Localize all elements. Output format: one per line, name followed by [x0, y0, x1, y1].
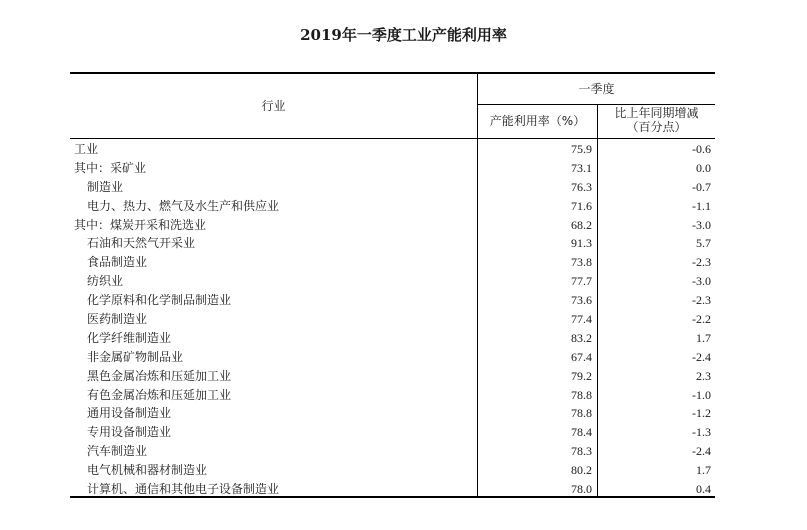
yoy-change-value: -2.4	[692, 349, 711, 364]
table-row	[70, 291, 715, 310]
table-row	[70, 253, 715, 272]
header-sub-rule	[477, 104, 715, 105]
yoy-change-value: -1.0	[692, 387, 711, 402]
yoy-change-value: -3.0	[692, 274, 711, 289]
table-title: 2019年一季度工业产能利用率	[300, 26, 507, 44]
industry-name: 计算机、通信和其他电子设备制造业	[87, 482, 280, 497]
table-row	[70, 159, 715, 178]
capacity-rate-value: 76.3	[571, 179, 592, 194]
capacity-rate-value: 79.2	[571, 368, 592, 383]
yoy-change-value: -2.2	[692, 312, 711, 327]
capacity-rate-value: 77.4	[571, 312, 592, 327]
table-row	[70, 404, 715, 423]
header-industry: 行业	[261, 99, 286, 113]
table-row	[70, 367, 715, 386]
yoy-change-value: -1.1	[692, 198, 711, 213]
table-row	[70, 272, 715, 291]
industry-name: 制造业	[87, 179, 124, 194]
industry-name: 汽车制造业	[87, 444, 148, 459]
industry-name: 纺织业	[87, 274, 124, 289]
yoy-change-value: -0.7	[692, 179, 711, 194]
capacity-rate-value: 78.3	[571, 444, 592, 459]
capacity-rate-value: 68.2	[571, 217, 592, 232]
table-row	[70, 442, 715, 461]
capacity-rate-value: 67.4	[571, 349, 592, 364]
header-period: 一季度	[578, 82, 615, 96]
capacity-rate-value: 78.8	[571, 387, 592, 402]
capacity-rate-value: 78.4	[571, 425, 592, 440]
industry-name: 化学原料和化学制品制造业	[87, 293, 232, 308]
header-bottom-rule	[70, 138, 715, 139]
industry-name: 工业	[74, 142, 99, 156]
capacity-rate-value: 73.8	[571, 255, 592, 270]
yoy-change-value: -1.2	[692, 406, 711, 421]
capacity-rate-value: 91.3	[571, 236, 592, 251]
capacity-rate-value: 78.8	[571, 406, 592, 421]
table-row	[70, 234, 715, 253]
industry-name: 黑色金属冶炼和压延加工业	[87, 368, 232, 383]
yoy-change-value: -1.3	[692, 425, 711, 440]
capacity-rate-value: 73.6	[571, 293, 592, 308]
table-row	[70, 329, 715, 348]
yoy-change-value: 0.4	[696, 482, 711, 497]
table-row	[70, 140, 715, 159]
table-row	[70, 216, 715, 235]
capacity-rate-value: 83.2	[571, 330, 592, 345]
table-row	[70, 423, 715, 442]
header-change-line1: 比上年同期增减	[614, 106, 699, 120]
yoy-change-value: -3.0	[692, 217, 711, 232]
yoy-change-value: 5.7	[696, 236, 711, 251]
table-row	[70, 310, 715, 329]
capacity-rate-value: 80.2	[571, 463, 592, 478]
table-top-rule	[70, 72, 715, 74]
table-row	[70, 480, 715, 499]
table-row	[70, 178, 715, 197]
header-change	[598, 106, 715, 134]
header-rate: 产能利用率（%）	[489, 114, 586, 128]
yoy-change-value: -2.3	[692, 255, 711, 270]
yoy-change-value: 1.7	[696, 330, 711, 345]
industry-name: 非金属矿物制品业	[87, 349, 184, 364]
capacity-rate-value: 75.9	[571, 142, 592, 156]
industry-name: 其中：煤炭开采和洗选业	[74, 217, 207, 232]
industry-name: 有色金属冶炼和压延加工业	[87, 387, 232, 402]
table-row	[70, 386, 715, 405]
industry-name: 医药制造业	[87, 312, 148, 327]
industry-name: 食品制造业	[87, 255, 148, 270]
yoy-change-value: 2.3	[696, 368, 711, 383]
industry-name: 电气机械和器材制造业	[87, 463, 208, 478]
table-row	[70, 461, 715, 480]
yoy-change-value: -2.4	[692, 444, 711, 459]
industry-name: 专用设备制造业	[87, 425, 172, 440]
industry-name: 通用设备制造业	[87, 406, 172, 421]
capacity-rate-value: 77.7	[571, 274, 592, 289]
yoy-change-value: -2.3	[692, 293, 711, 308]
industry-name: 石油和天然气开采业	[87, 236, 196, 251]
table-row	[70, 197, 715, 216]
capacity-rate-value: 73.1	[571, 160, 592, 175]
industry-name: 化学纤维制造业	[87, 330, 172, 345]
table-body	[70, 140, 715, 499]
capacity-rate-value: 71.6	[571, 198, 592, 213]
capacity-rate-value: 78.0	[571, 482, 592, 497]
data-table	[70, 72, 715, 496]
yoy-change-value: -0.6	[692, 142, 711, 156]
header-change-line2: （百分点）	[626, 120, 687, 134]
table-row	[70, 348, 715, 367]
yoy-change-value: 1.7	[696, 463, 711, 478]
yoy-change-value: 0.0	[696, 160, 711, 175]
industry-name: 其中：采矿业	[74, 160, 147, 175]
industry-name: 电力、热力、燃气及水生产和供应业	[87, 198, 280, 213]
